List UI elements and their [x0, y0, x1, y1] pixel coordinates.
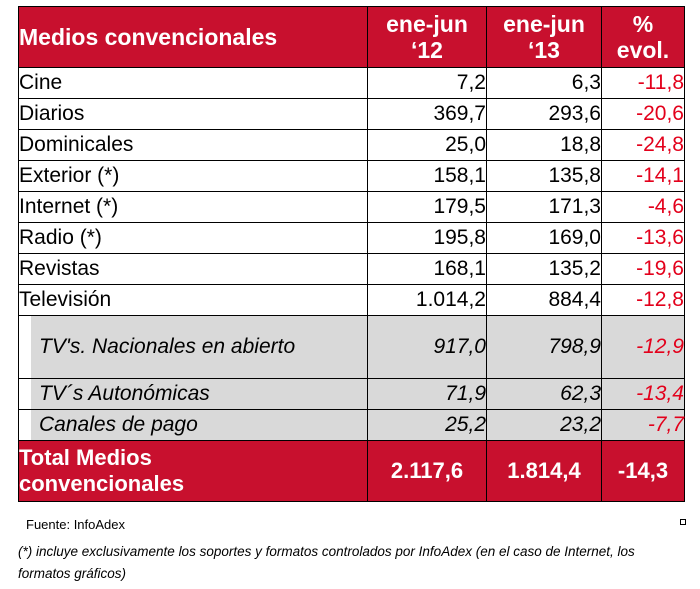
value-2013: 169,0 [487, 223, 602, 254]
header-col-2013-line2: ‘13 [528, 37, 560, 63]
media-name: Televisión [19, 285, 368, 316]
media-name: Cine [19, 68, 368, 99]
sub-evolution-value: -7,7 [602, 410, 685, 441]
total-label-line2: convencionales [19, 471, 185, 496]
value-2013: 18,8 [487, 130, 602, 161]
table-subrow [19, 410, 685, 441]
value-2012: 1.014,2 [368, 285, 487, 316]
sub-media-name: TV's. Nacionales en abierto [19, 316, 368, 379]
total-row [19, 441, 685, 502]
total-evolution: -14,3 [602, 441, 685, 502]
value-2012: 179,5 [368, 192, 487, 223]
sub-evolution-value: -12,9 [602, 316, 685, 379]
value-2012: 25,0 [368, 130, 487, 161]
value-2012: 158,1 [368, 161, 487, 192]
header-label: Medios convencionales [19, 7, 368, 68]
header-col-evol-line2: evol. [616, 37, 670, 63]
source-note: Fuente: InfoAdex [26, 517, 126, 532]
evolution-value: -13,6 [602, 223, 685, 254]
media-name: Radio (*) [19, 223, 368, 254]
value-2012: 369,7 [368, 99, 487, 130]
value-2013: 293,6 [487, 99, 602, 130]
header-col-evol-line1: % [632, 11, 654, 37]
table-row [19, 285, 685, 316]
table-row [19, 130, 685, 161]
sub-media-name: Canales de pago [19, 410, 368, 441]
table-row [19, 99, 685, 130]
value-2012: 195,8 [368, 223, 487, 254]
value-2013: 884,4 [487, 285, 602, 316]
footnote: (*) incluye exclusivamente los soportes y formatos controlados por InfoAdex (en el caso de Internet, los formatos gráficos) [18, 544, 635, 581]
header-col-evol [602, 7, 685, 68]
table-row [19, 68, 685, 99]
media-name: Exterior (*) [19, 161, 368, 192]
total-label [19, 441, 368, 502]
sub-value-2012: 25,2 [368, 410, 487, 441]
table-subrow [19, 316, 685, 379]
table-row [19, 192, 685, 223]
table-row [19, 161, 685, 192]
header-row [19, 7, 685, 68]
total-label-line1: Total Medios [19, 445, 152, 470]
media-name: Dominicales [19, 130, 368, 161]
value-2012: 7,2 [368, 68, 487, 99]
evolution-value: -24,8 [602, 130, 685, 161]
header-col-2013-line1: ene-jun [503, 11, 585, 37]
value-2013: 171,3 [487, 192, 602, 223]
media-name: Diarios [19, 99, 368, 130]
media-name: Internet (*) [19, 192, 368, 223]
header-col-2012-line2: ‘12 [411, 37, 443, 63]
evolution-value: -12,8 [602, 285, 685, 316]
total-value-2013: 1.814,4 [487, 441, 602, 502]
value-2012: 168,1 [368, 254, 487, 285]
header-col-2012-line1: ene-jun [386, 11, 468, 37]
sub-value-2013: 62,3 [487, 379, 602, 410]
sub-value-2012: 71,9 [368, 379, 487, 410]
evolution-value: -4,6 [602, 192, 685, 223]
sub-media-name: TV´s Autonómicas [19, 379, 368, 410]
table-subrow [19, 379, 685, 410]
value-2013: 6,3 [487, 68, 602, 99]
total-value-2012: 2.117,6 [368, 441, 487, 502]
evolution-value: -14,1 [602, 161, 685, 192]
evolution-value: -11,8 [602, 68, 685, 99]
media-name: Revistas [19, 254, 368, 285]
media-table [18, 6, 685, 502]
table-row [19, 223, 685, 254]
resize-handle[interactable] [680, 519, 686, 525]
value-2013: 135,8 [487, 161, 602, 192]
header-col-2012 [368, 7, 487, 68]
table-row [19, 254, 685, 285]
sub-value-2012: 917,0 [368, 316, 487, 379]
value-2013: 135,2 [487, 254, 602, 285]
sub-value-2013: 23,2 [487, 410, 602, 441]
evolution-value: -19,6 [602, 254, 685, 285]
evolution-value: -20,6 [602, 99, 685, 130]
sub-evolution-value: -13,4 [602, 379, 685, 410]
header-col-2013 [487, 7, 602, 68]
sub-value-2013: 798,9 [487, 316, 602, 379]
